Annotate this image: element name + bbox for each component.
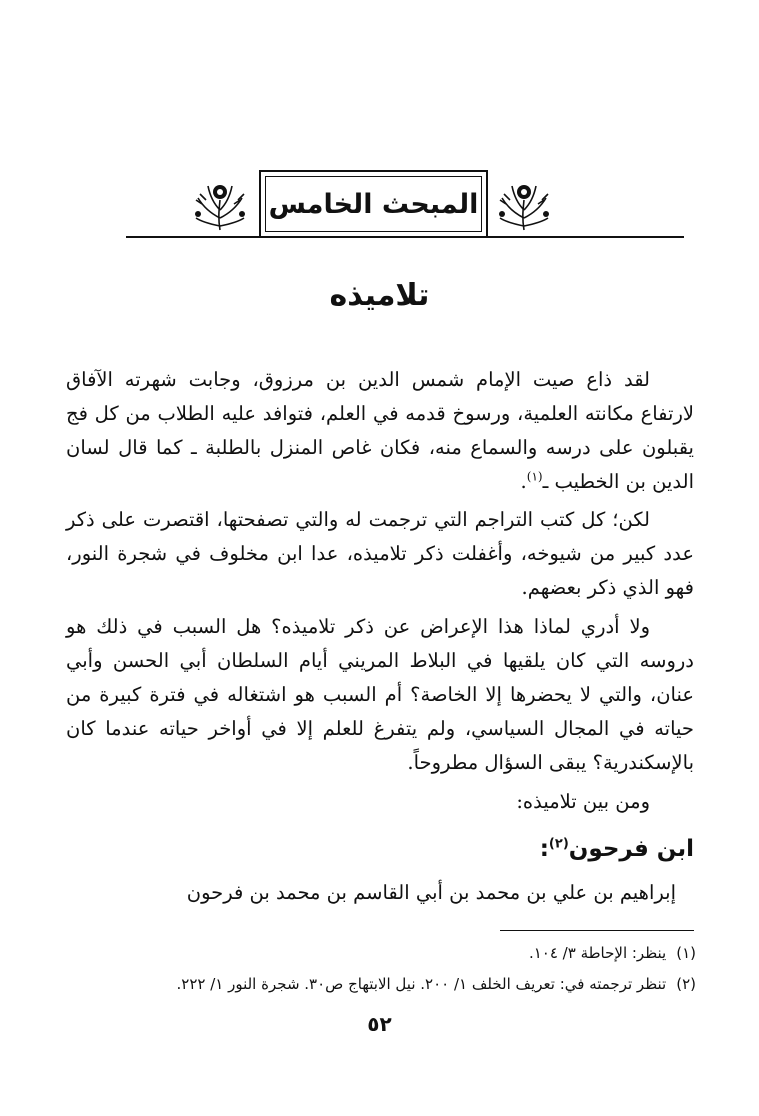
chapter-title: المبحث الخامس xyxy=(268,188,479,220)
footnote-divider xyxy=(500,930,694,931)
student-heading-colon: : xyxy=(539,836,549,862)
footnote-ref-1[interactable]: (١) xyxy=(526,469,543,484)
floral-ornament-icon xyxy=(492,174,556,232)
paragraph-5: إبراهيم بن علي بن محمد بن أبي القاسم بن محمد بن فرحون xyxy=(186,881,676,904)
footnote-text: تنظر ترجمته في: تعريف الخلف ١/ ٢٠٠. نيل الابتهاج ص٣٠. شجرة النور ١/ ٢٢٢. xyxy=(176,975,667,993)
paragraph-1-text: لقد ذاع صيت الإمام شمس الدين بن مرزوق، وجابت شهرته الآفاق لارتفاع مكانته العلمية، ورسوخ قدمه في العلم، فتوافد عليه الطلاب من كل فج يقبلون على درسه والسماع منه، فكان غاص المنزل بالطلبة ـ كما قال لسان الدين بن الخطيب ـ xyxy=(66,368,694,493)
paragraph-2: لكن؛ كل كتب التراجم التي ترجمت له والتي تصفحتها، اقتصرت على ذكر عدد كبير من شيوخه، وأغفلت ذكر تلاميذه، عدا ابن مخلوف في شجرة النور، فهو الذي ذكر بعضهم. xyxy=(66,508,694,599)
student-heading xyxy=(66,836,694,862)
footnote-2 xyxy=(66,969,696,1000)
footnote-text: ينظر: الإحاطة ٣/ ١٠٤. xyxy=(528,944,667,962)
page-number: ٥٢ xyxy=(367,1012,392,1036)
footnotes xyxy=(66,938,696,1000)
paragraph-1-end: . xyxy=(520,470,527,493)
section-title: تلاميذه xyxy=(329,278,430,313)
paragraph-4: ومن بين تلاميذه: xyxy=(516,790,650,813)
footnote-1 xyxy=(66,938,696,969)
footnote-number: (١) xyxy=(676,944,696,962)
paragraph-1 xyxy=(66,363,694,499)
paragraph-3: ولا أدري لماذا هذا الإعراض عن ذكر تلاميذه؟ هل السبب في ذلك هو دروسه التي كان يلقيها في البلاط المريني أيام السلطان أبي الحسن وأبي عنان، والتي لا يحضرها إلا الخاصة؟ أم السبب هو اشتغاله في فترة كبيرة من حياته في المجال السياسي، ولم يتفرغ للعلم إلا في أواخر حياته عندما كان بالإسكندرية؟ يبقى السؤال مطروحاً. xyxy=(66,615,694,774)
chapter-title-box xyxy=(259,170,488,238)
floral-ornament-icon xyxy=(188,174,252,232)
chapter-header-ornament xyxy=(126,170,684,248)
footnote-ref-2[interactable]: (٢) xyxy=(548,836,569,852)
footnote-number: (٢) xyxy=(676,975,696,993)
student-name: ابن فرحون xyxy=(568,836,694,862)
